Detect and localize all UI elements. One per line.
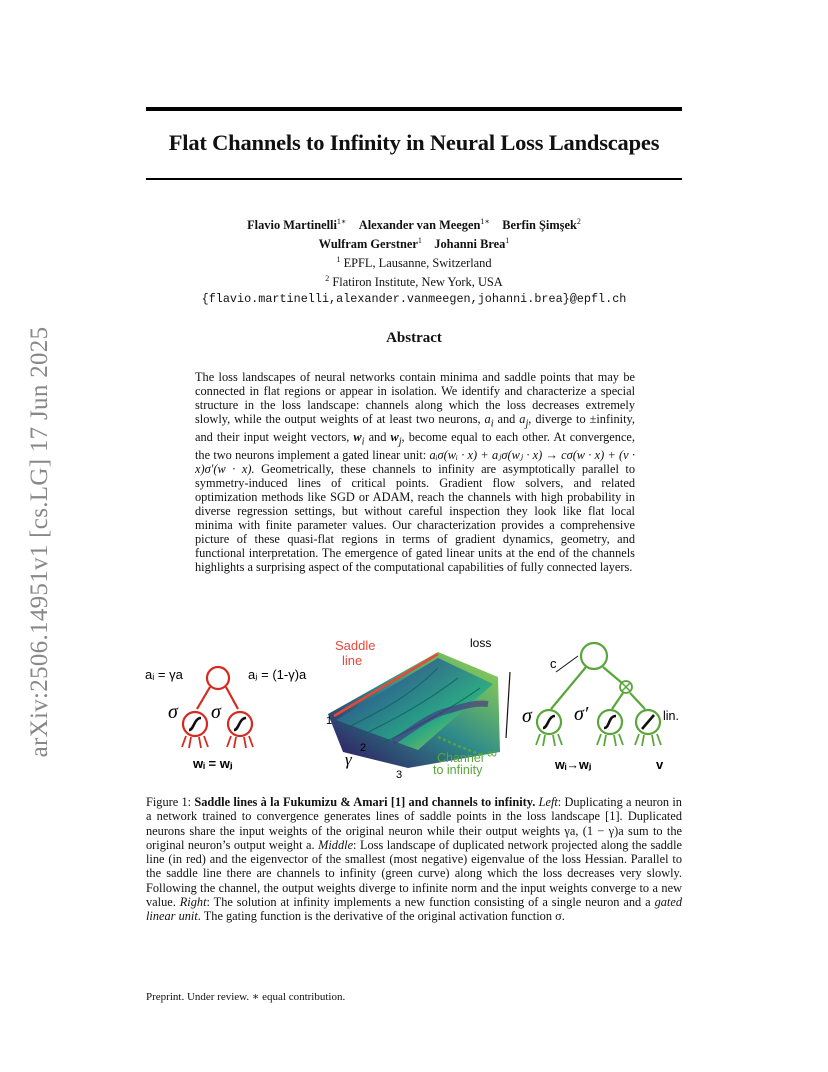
abstract-heading: Abstract [386, 330, 442, 346]
weights-equal-label: wᵢ = wⱼ [193, 756, 233, 771]
author-line-1: Flavio Martinelli$^{1∗}$ Alexander van Meegen$^{1∗}$ Berfin Şimşek$^2$ [247, 217, 581, 233]
neuron-sigma [536, 710, 562, 746]
channel-label: Channel [437, 751, 484, 765]
footnote: Preprint. Under review. ∗ equal contribution. [146, 991, 346, 1003]
ai-label: aᵢ = γa [145, 667, 183, 682]
figure-caption: Figure 1: Saddle lines à la Fukumizu & Amari [1] and channels to infinity. Left: Duplicating a neuron in a network trained to convergence generates lines of saddle points in the loss landscape [1]. Duplicated neurons share the input weights of the original neuron while their output weights γa, (1 − γ)a sum to the original neuron’s output weight a. Middle: Loss landscape of duplicated network projected along the saddle line (in red) and the eigenvector of the smallest (most negative) eigenvalue of the loss Hessian. Parallel to the saddle line there are channels to infinity (green curve) along which the loss decreases very slowly. Following the channel, the output weights diverge to infinite norm and the input weights converge to a new value. Right: The solution at infinity implements a new function consisting of a single neuron and a gated linear unit. The gating function is the derivative of the original activation function σ. [146, 795, 683, 924]
sigma-prime-symbol: σ′ [574, 703, 589, 725]
author-name: Wulfram Gerstner [318, 237, 418, 252]
sigma-symbol: σ [168, 701, 178, 723]
output-neuron [581, 643, 607, 669]
weight-convergence-label: wᵢ→wⱼ [555, 758, 592, 772]
paper-title: Flat Channels to Infinity in Neural Loss Landscapes [168, 130, 660, 155]
gating-weight-v-label: v [656, 757, 664, 772]
author-name: Alexander van Meegen [358, 218, 481, 233]
middle-panel-loss-landscape [326, 636, 510, 781]
title-bottom-rule [146, 178, 682, 180]
author-name: Johanni Brea [434, 237, 506, 252]
author-emails: {flavio.martinelli,alexander.vanmeegen,johanni.brea}@epfl.ch [201, 291, 627, 306]
abstract-body: The loss landscapes of neural networks contain minima and saddle points that may be connected in flat regions or appear in isolation. We identify and characterize a special structure in the loss landscape: channels along which the loss decreases extremely slowly, while the output weights of at least two neurons, $a_i$ and $a_j$, diverge to ±infinity, and their input weight vectors, $w_i$ and $w_j$, become equal to each other. At convergence, the two neurons implement a gated linear unit: aᵢσ(wᵢ · x) + aⱼσ(wⱼ · x) → cσ(w · x) + (v · x)σ′(w · x). Geometrically, these channels to infinity are asymptotically parallel to symmetry-induced lines of critical points. Gradient flow solvers, and related optimization methods like SGD or ADAM, reach the channels with high probability in diverse regression settings, but without careful inspection they look like flat local minima with finite parameter values. Our characterization provides a comprehensive picture of these quasi-flat regions in terms of gradient dynamics, geometry, and functional interpretation. The emergence of gated linear units at the end of the channels highlights a surprising aspect of the computational capabilities of fully connected layers. [195, 370, 636, 574]
loss-axis [506, 672, 510, 738]
gamma-axis-label: γ [345, 750, 352, 769]
saddle-line-label: line [342, 653, 363, 668]
infinity-symbol: ∞ [487, 745, 497, 761]
author-block [146, 214, 682, 307]
neuron-sigma-prime [597, 710, 623, 746]
left-panel-duplicated-neurons [145, 667, 307, 771]
author-line-2: Wulfram Gerstner$^1$ Johanni Brea$^1$ [318, 236, 510, 252]
hidden-neuron-j [227, 712, 253, 748]
sigma-symbol: σ [211, 701, 221, 723]
arxiv-identifier: arXiv:2506.14951v1 [cs.LG] 17 Jun 2025 [26, 326, 53, 758]
right-panel-gated-linear-unit [522, 643, 679, 772]
output-weight-c-label: c [550, 656, 557, 671]
affiliation-2: $^2$ Flatiron Institute, New York, USA [325, 274, 503, 290]
title-top-rule [146, 107, 682, 111]
axis-tick-3: 3 [396, 769, 403, 781]
author-name: Berfin Şimşek [502, 218, 577, 233]
glu-formula: aᵢσ(wᵢ · x) + aⱼσ(wⱼ · x) → cσ(w · x) + (v · x)σ′(w · x). [195, 448, 635, 477]
axis-tick-2: 2 [360, 742, 367, 754]
neuron-linear [635, 710, 661, 746]
loss-axis-label: loss [470, 636, 492, 650]
sigma-symbol: σ [522, 705, 532, 727]
saddle-label: Saddle [335, 638, 376, 653]
hidden-neuron-i [182, 712, 208, 748]
axis-tick-1: 1 [326, 715, 333, 727]
author-name: Flavio Martinelli [247, 218, 337, 233]
figure-1 [138, 632, 698, 782]
output-neuron [207, 667, 229, 689]
to-infinity-label: to infinity [433, 763, 483, 777]
linear-label: lin. [663, 709, 679, 723]
affiliation-1: $^1$ EPFL, Lausanne, Switzerland [336, 255, 492, 271]
aj-label: aⱼ = (1-γ)a [248, 667, 307, 682]
